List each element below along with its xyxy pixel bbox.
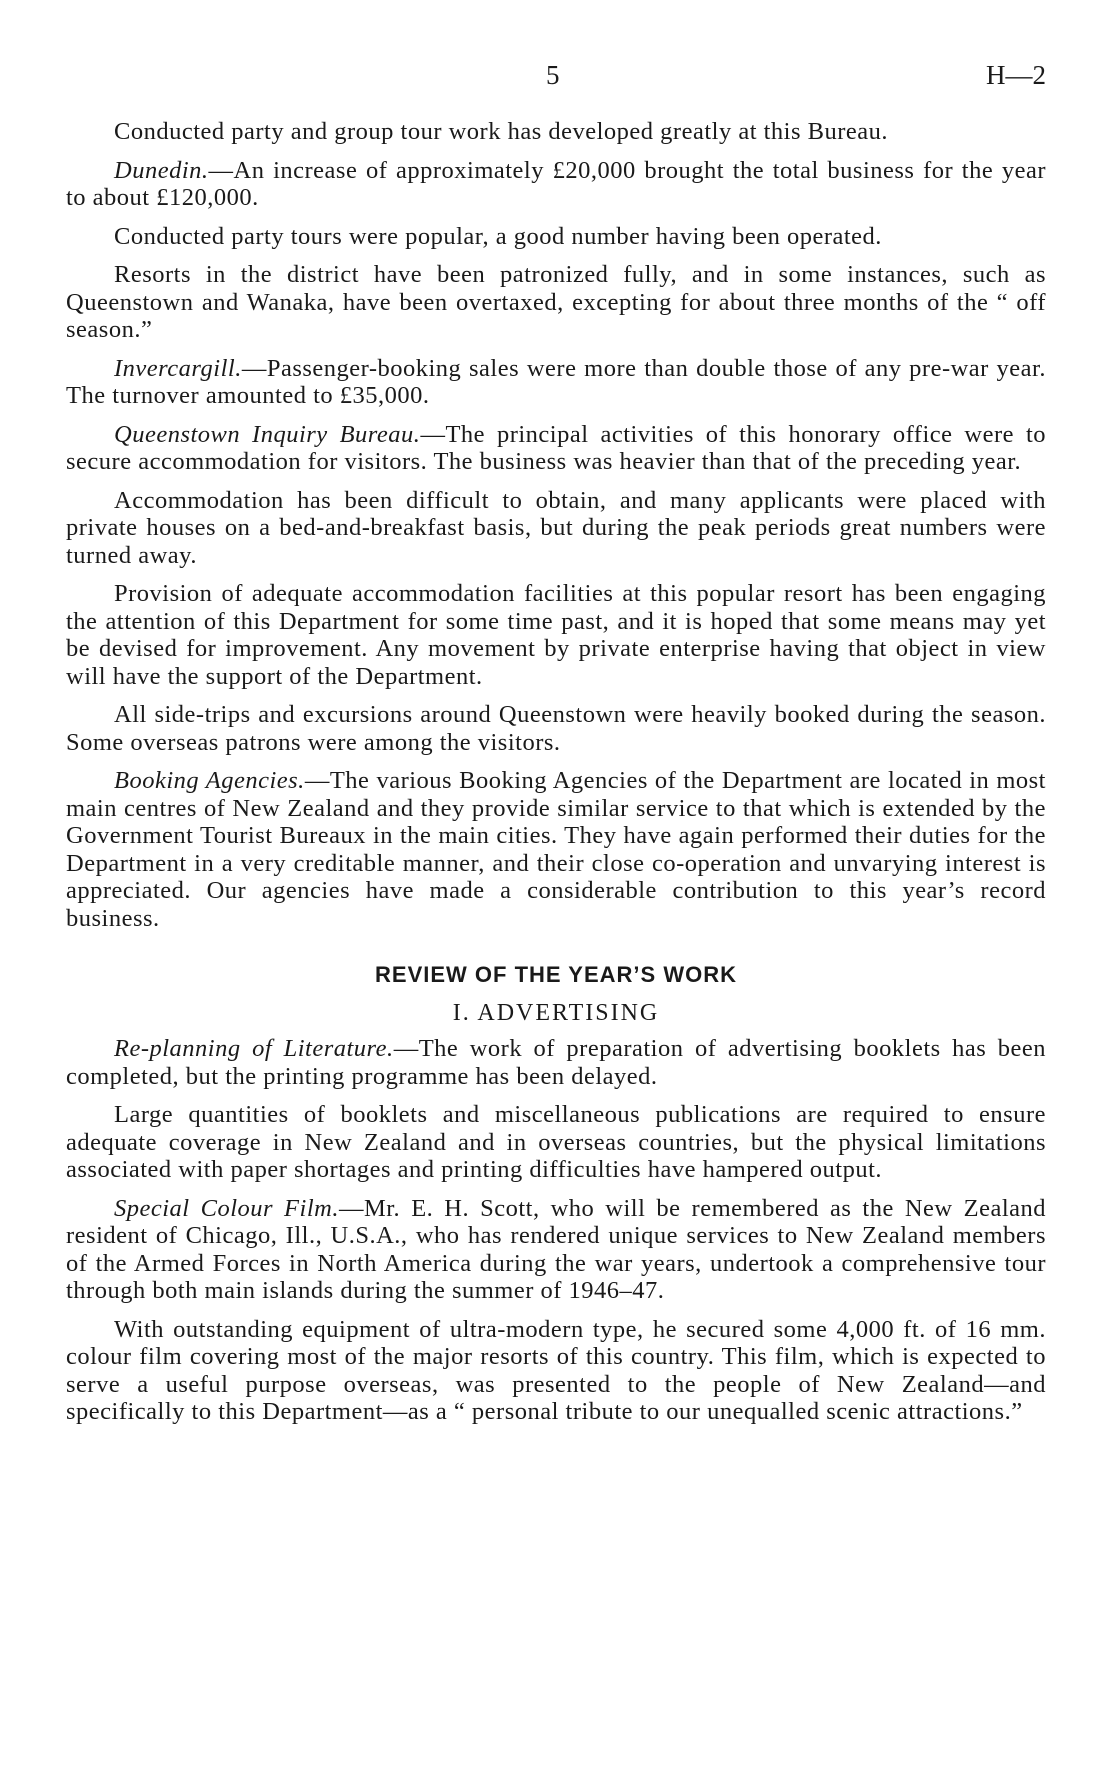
paragraph (66, 261, 1046, 344)
paragraph-lead: Booking Agencies. (114, 767, 305, 794)
paragraph (66, 701, 1046, 756)
paragraph-text: Accommodation has been difficult to obtain, and many applicants were placed with private houses on a bed-and-breakfast basis, but during the peak periods great numbers were turned away. (66, 486, 1046, 569)
paragraph-text: All side-trips and excursions around Queenstown were heavily booked during the season. Some overseas patrons were among the visitors. (66, 701, 1046, 756)
page-header (66, 60, 1046, 100)
document-page (66, 60, 1046, 1437)
paragraph (66, 157, 1046, 212)
paragraph-lead: Queenstown Inquiry Bureau. (114, 420, 421, 448)
document-body (66, 118, 1046, 1426)
paragraph-text: With outstanding equipment of ultra-modern type, he secured some 4,000 ft. of 16 mm. colour film covering most of the major resorts of this country. This film, which is expected to serve a useful purpose overseas, was presented to the people of New Zealand—and specifically to this Department—as a “ personal tribute to our unequalled scenic attractions.” (66, 1315, 1046, 1425)
paragraph-lead: Dunedin. (114, 156, 209, 184)
paragraph-text: —An increase of approximately £20,000 brought the total business for the year to about £120,000. (66, 156, 1046, 211)
paragraph (66, 487, 1046, 570)
paragraph (66, 1195, 1046, 1305)
section-heading: REVIEW OF THE YEAR’S WORK (375, 962, 737, 987)
paragraph-text: Conducted party tours were popular, a good number having been operated. (114, 222, 882, 250)
paragraph (66, 580, 1046, 690)
paragraph-lead: Invercargill. (114, 354, 242, 382)
paragraph-text: —The principal activities of this honorary office were to secure accommodation for visitors. The business was heavier than that of the preceding year. (66, 420, 1046, 475)
paragraph-text: Provision of adequate accommodation facilities at this popular resort has been engaging the attention of this Department for some time past, and it is hoped that some means may yet be devised for improvement. Any movement by private enterprise having that object in view will have the support of the Department. (66, 580, 1046, 690)
paragraph (66, 1101, 1046, 1184)
paragraph-text: —The work of preparation of advertising booklets has been completed, but the printing programme has been delayed. (66, 1035, 1047, 1090)
paragraph-text: Large quantities of booklets and miscellaneous publications are required to ensure adequate coverage in New Zealand and in overseas countries, but the physical limitations associated with paper shortages and printing difficulties have hampered output. (66, 1101, 1046, 1183)
subsection-heading: I. ADVERTISING (452, 1000, 660, 1026)
paragraph-lead: Special Colour Film. (114, 1194, 339, 1222)
paragraph (66, 767, 1046, 932)
document-reference: H—2 (986, 60, 1046, 90)
paragraph-text: Conducted party and group tour work has developed greatly at this Bureau. (114, 118, 889, 145)
paragraph (66, 355, 1046, 410)
page-number: 5 (546, 60, 560, 90)
paragraph (66, 118, 1046, 146)
paragraph (66, 421, 1046, 476)
paragraph-text: —Mr. E. H. Scott, who will be remembered as the New Zealand resident of Chicago, Ill., U.S.A., who has rendered unique services to New Zealand members of the Armed Forces in North America during the war years, undertook a comprehensive tour through both main islands during the summer of 1946–47. (66, 1194, 1047, 1304)
paragraph (66, 1316, 1046, 1426)
paragraph (66, 1035, 1046, 1090)
paragraph (66, 223, 1046, 251)
paragraph-lead: Re-planning of Literature. (114, 1035, 394, 1062)
paragraph-text: —The various Booking Agencies of the Department are located in most main centres of New Zealand and they provide similar service to that which is extended by the Government Tourist Bureaux in the main cities. They have again performed their duties for the Department in a very creditable manner, and their close co-operation and unvarying interest is appreciated. Our agencies have made a considerable contribution to this year’s record business. (66, 767, 1046, 932)
paragraph-text: —Passenger-booking sales were more than double those of any pre-war year. The turnover amounted to £35,000. (66, 354, 1046, 409)
paragraph-text: Resorts in the district have been patronized fully, and in some instances, such as Queenstown and Wanaka, have been overtaxed, excepting for about three months of the “ off season.” (66, 261, 1046, 343)
